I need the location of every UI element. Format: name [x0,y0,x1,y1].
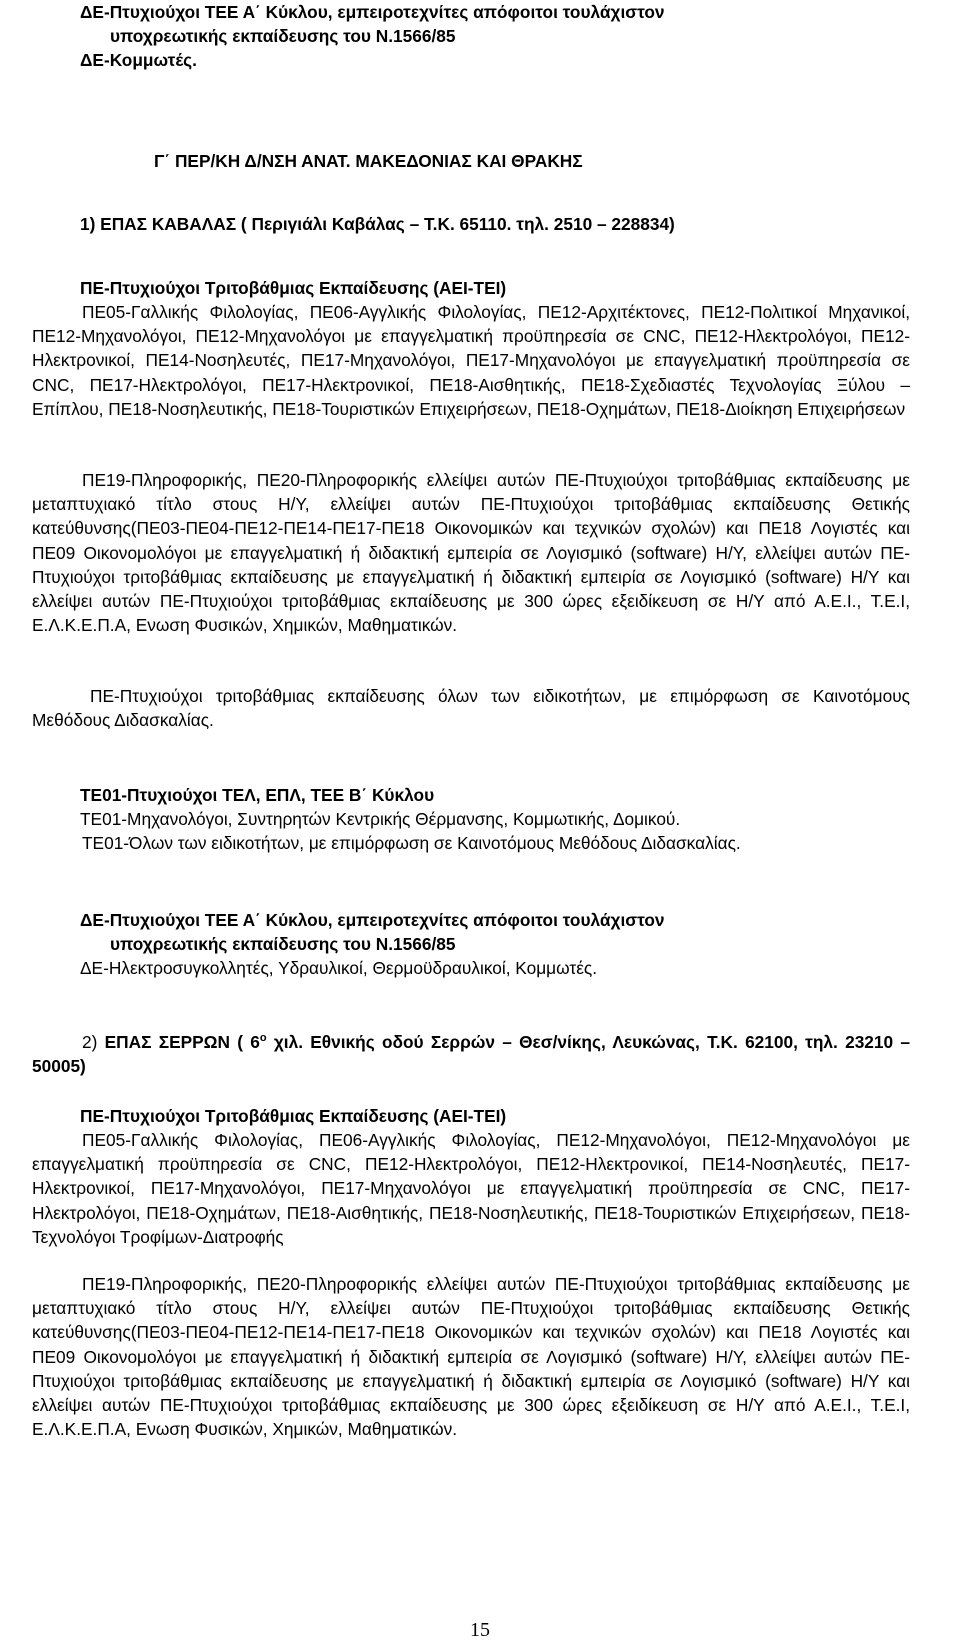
school-1-de-heading-line-1: ΔΕ-Πτυχιούχοι ΤΕΕ Α΄ Κύκλου, εμπειροτεχνίτες απόφοιτοι τουλάχιστον [80,910,665,930]
intro-de-line-2: υποχρεωτικής εκπαίδευσης του Ν.1566/85 [110,26,456,47]
school-2-pe-heading: ΠΕ-Πτυχιούχοι Τριτοβάθμιας Εκπαίδευσης (ΑΕΙ-ΤΕΙ) [80,1106,507,1126]
school-2-pe-specialties: ΠΕ05-Γαλλικής Φιλολογίας, ΠΕ06-Αγγλικής Φιλολογίας, ΠΕ12-Μηχανολόγοι, ΠΕ12-Μηχανολόγοι με επαγγελματική προϋπηρεσία σε CNC, ΠΕ12-Ηλεκτρολόγοι, ΠΕ12-Ηλεκτρονικοί, ΠΕ14-Νοσηλευτές, ΠΕ17-Ηλεκτρονικοί, ΠΕ17-Μηχανολόγοι, ΠΕ17-Μηχανολόγοι με επαγγελματική προϋπηρεσία σε CNC, ΠΕ17-Ηλεκτρολόγοι, ΠΕ18-Οχημάτων, ΠΕ18-Αισθητικής, ΠΕ18-Νοσηλευτικής, ΠΕ18-Τουριστικών Επιχειρήσεων, ΠΕ18-Τεχνολόγοι Τροφίμων-Διατροφής [32,1130,910,1247]
school-2-title [32,1030,910,1078]
school-2-pe-informatics: ΠΕ19-Πληροφορικής, ΠΕ20-Πληροφορικής ελλείψει αυτών ΠΕ-Πτυχιούχοι τριτοβάθμιας εκπαίδευσης με μεταπτυχιακό τίτλο στους Η/Υ, ελλείψει αυτών ΠΕ-Πτυχιούχοι τριτοβάθμιας εκπαίδευσης Θετικής κατεύθυνσης(ΠΕ03-ΠΕ04-ΠΕ12-ΠΕ14-ΠΕ17-ΠΕ18 Οικονομικών και τεχνικών σχολών) και ΠΕ18 Λογιστές και ΠΕ09 Οικονομολόγοι με επαγγελματική ή διδακτική εμπειρία σε Λογισμικό (software) Η/Υ, ελλείψει αυτών ΠΕ-Πτυχιούχοι τριτοβάθμιας εκπαίδευσης με επαγγελματική ή διδακτική εμπειρία σε Λογισμικό (software) Η/Υ και ελλείψει αυτών ΠΕ-Πτυχιούχοι τριτοβάθμιας εκπαίδευσης με 300 ώρες εξειδίκευση σε Η/Υ από Α.Ε.Ι., Τ.Ε.Ι, Ε.Λ.Κ.Ε.Π.Α, Ενωση Φυσικών, Χημικών, Μαθηματικών. [32,1274,910,1440]
school-1-te-heading: ΤΕ01-Πτυχιούχοι ΤΕΛ, ΕΠΛ, ΤΕΕ Β΄ Κύκλου [80,785,435,805]
school-1-pe-specialties: ΠΕ05-Γαλλικής Φιλολογίας, ΠΕ06-Αγγλικής Φιλολογίας, ΠΕ12-Αρχιτέκτονες, ΠΕ12-Πολιτικοί Μηχανικοί, ΠΕ12-Μηχανολόγοι, ΠΕ12-Μηχανολόγοι με επαγγελματική προϋπηρεσία σε CNC, ΠΕ12-Ηλεκτρολόγοι, ΠΕ12-Ηλεκτρονικοί, ΠΕ14-Νοσηλευτές, ΠΕ17-Μηχανολόγοι, ΠΕ17-Μηχανολόγοι με επαγγελματική προϋπηρεσία σε CNC, ΠΕ17-Ηλεκτρολόγοι, ΠΕ17-Ηλεκτρονικοί, ΠΕ18-Αισθητικής, ΠΕ18-Σχεδιαστές Τεχνολογίας Ξύλου – Επίπλου, ΠΕ18-Νοσηλευτικής, ΠΕ18-Τουριστικών Επιχειρήσεων, ΠΕ18-Οχημάτων, ΠΕ18-Διοίκηση Επιχειρήσεων [32,302,910,419]
school-1-title: 1) ΕΠΑΣ ΚΑΒΑΛΑΣ ( Περιγιάλι Καβάλας – Τ.Κ. 65110. τηλ. 2510 – 228834) [80,214,675,234]
school-1-pe-informatics: ΠΕ19-Πληροφορικής, ΠΕ20-Πληροφορικής ελλείψει αυτών ΠΕ-Πτυχιούχοι τριτοβάθμιας εκπαίδευσης με μεταπτυχιακό τίτλο στους Η/Υ, ελλείψει αυτών ΠΕ-Πτυχιούχοι τριτοβάθμιας εκπαίδευσης Θετικής κατεύθυνσης(ΠΕ03-ΠΕ04-ΠΕ12-ΠΕ14-ΠΕ17-ΠΕ18 Οικονομικών και τεχνικών σχολών) και ΠΕ18 Λογιστές και ΠΕ09 Οικονομολόγοι με επαγγελματική ή διδακτική εμπειρία σε Λογισμικό (software) Η/Υ, ελλείψει αυτών ΠΕ-Πτυχιούχοι τριτοβάθμιας εκπαίδευσης με επαγγελματική ή διδακτική εμπειρία σε Λογισμικό (software) Η/Υ και ελλείψει αυτών ΠΕ-Πτυχιούχοι τριτοβάθμιας εκπαίδευσης με 300 ώρες εξειδίκευση σε Η/Υ από Α.Ε.Ι., Τ.Ε.Ι, Ε.Λ.Κ.Ε.Π.Α, Ενωση Φυσικών, Χημικών, Μαθηματικών. [32,470,910,636]
school-2-title-part-b: χιλ. Εθνικής οδού Σερρών – Θεσ/νίκης, Λευκώνας, Τ.Κ. 62100, τηλ. 23210 – 50005) [32,1032,910,1077]
school-2-number: 2) [82,1032,98,1052]
school-2-title-superscript: ο [259,1032,267,1045]
school-1-de-heading-line-2: υποχρεωτικής εκπαίδευσης του Ν.1566/85 [110,934,456,955]
intro-de-heading [80,0,910,73]
school-1-te-line-2: ΤΕ01-Όλων των ειδικοτήτων, με επιμόρφωση σε Καινοτόμους Μεθόδους Διδασκαλίας. [82,833,741,853]
school-2-title-part-a: ΕΠΑΣ ΣΕΡΡΩΝ ( 6 [104,1032,260,1052]
school-1-pe-all: ΠΕ-Πτυχιούχοι τριτοβάθμιας εκπαίδευσης όλων των ειδικοτήτων, με επιμόρφωση σε Καινοτόμους Μεθόδους Διδασκαλίας. [32,686,910,731]
intro-de-line-3: ΔΕ-Κομμωτές. [80,50,197,71]
school-1-pe-heading: ΠΕ-Πτυχιούχοι Τριτοβάθμιας Εκπαίδευσης (ΑΕΙ-ΤΕΙ) [80,278,507,298]
page-number: 15 [470,1619,490,1641]
school-1-de-line: ΔΕ-Ηλεκτροσυγκολλητές, Υδραυλικοί, Θερμοϋδραυλικοί, Κομμωτές. [80,958,598,978]
school-1-te-line-1: ΤΕ01-Μηχανολόγοι, Συντηρητών Κεντρικής Θέρμανσης, Κομμωτικής, Δομικού. [80,809,681,829]
school-1-de-heading [80,908,910,956]
region-heading: Γ΄ ΠΕΡ/ΚΗ Δ/ΝΣΗ ΑΝΑΤ. ΜΑΚΕΔΟΝΙΑΣ ΚΑΙ ΘΡΑΚΗΣ [154,151,583,171]
intro-de-line-1: ΔΕ-Πτυχιούχοι ΤΕΕ Α΄ Κύκλου, εμπειροτεχνίτες απόφοιτοι τουλάχιστον [80,2,665,22]
